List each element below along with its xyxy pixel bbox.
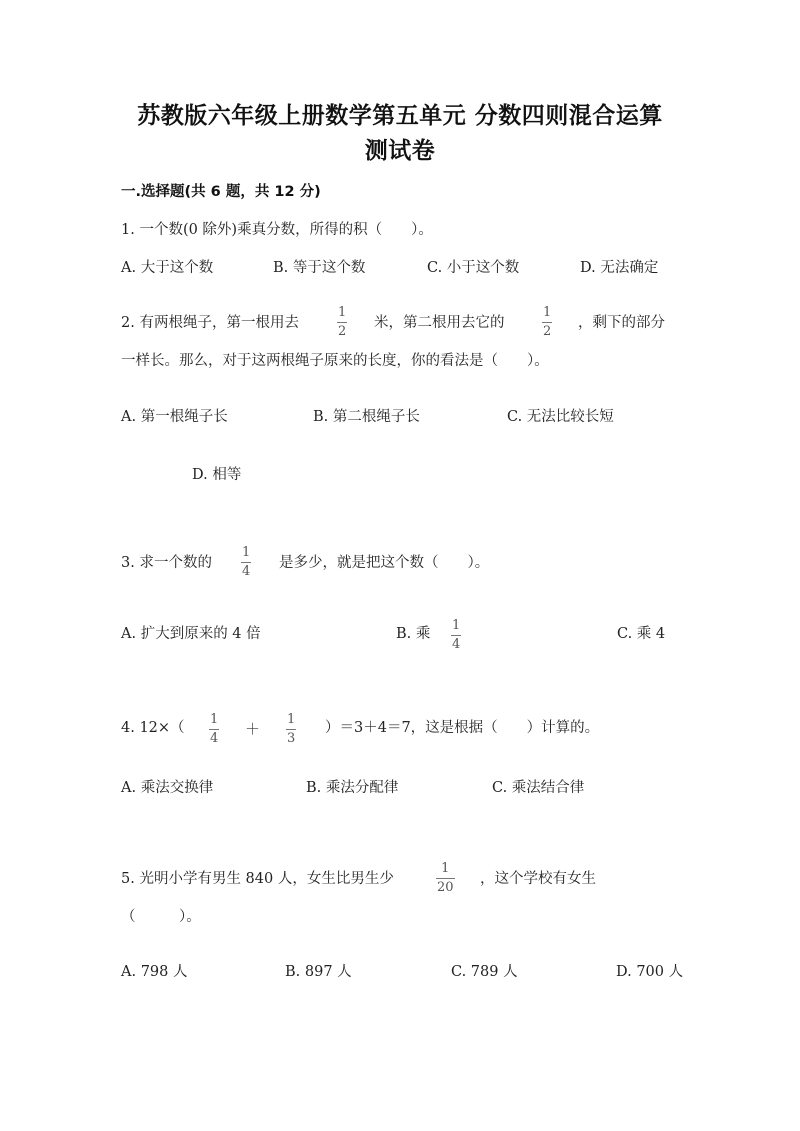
q2-option-a: A. 第一根绳子长 (121, 409, 228, 425)
q4-plus-sign: ＋ (245, 720, 261, 738)
question-4-part1: 4. 12×（ (121, 720, 185, 736)
q4-option-c: C. 乘法结合律 (492, 780, 585, 796)
q5-option-a: A. 798 人 (121, 964, 188, 980)
q1-option-b: B. 等于这个数 (273, 260, 366, 276)
question-2-part2: 米，第二根用去它的 (374, 315, 505, 331)
q3-option-c: C. 乘 4 (617, 626, 666, 642)
question-2-part3: ，剩下的部分 (578, 315, 665, 331)
question-1-text: 1. 一个数(0 除外)乘真分数，所得的积（ ）。 (121, 222, 433, 238)
question-5-line2: （ ）。 (121, 909, 201, 925)
q4-fraction-2: 1 3 (287, 712, 296, 746)
q3-fraction: 1 4 (242, 545, 251, 579)
q3-option-b-fraction: 1 4 (452, 618, 461, 652)
question-2-part1: 2. 有两根绳子，第一根用去 (121, 315, 299, 331)
q2-fraction-1: 1 2 (338, 305, 347, 339)
question-2-line2: 一样长。那么，对于这两根绳子原来的长度，你的看法是（ ）。 (121, 353, 549, 369)
q1-option-d: D. 无法确定 (580, 260, 659, 276)
question-5-part2: ，这个学校有女生 (480, 871, 596, 887)
q4-option-a: A. 乘法交换律 (121, 780, 214, 796)
q2-option-d: D. 相等 (192, 467, 242, 483)
section-heading: 一.选择题(共 6 题，共 12 分) (121, 184, 321, 200)
page-title: 苏教版六年级上册数学第五单元 分数四则混合运算 (137, 103, 663, 129)
question-3-part2: 是多少，就是把这个数（ ）。 (279, 555, 490, 571)
q3-option-b-label: B. 乘 (396, 626, 431, 642)
q1-option-a: A. 大于这个数 (121, 260, 214, 276)
question-5-part1: 5. 光明小学有男生 840 人，女生比男生少 (121, 871, 394, 887)
q1-option-c: C. 小于这个数 (427, 260, 520, 276)
q5-option-c: C. 789 人 (451, 964, 518, 980)
q5-option-d: D. 700 人 (616, 964, 684, 980)
q4-option-b: B. 乘法分配律 (306, 780, 399, 796)
question-4-part2: ）＝3＋4＝7，这是根据（ ）计算的。 (325, 720, 600, 736)
q3-option-a: A. 扩大到原来的 4 倍 (121, 626, 261, 642)
page-subtitle: 测试卷 (364, 138, 436, 164)
q5-option-b: B. 897 人 (285, 964, 352, 980)
q2-fraction-2: 1 2 (543, 305, 552, 339)
q2-option-c: C. 无法比较长短 (507, 409, 614, 425)
question-3-part1: 3. 求一个数的 (121, 555, 212, 571)
q2-option-b: B. 第二根绳子长 (313, 409, 420, 425)
q4-fraction-1: 1 4 (210, 712, 219, 746)
q5-fraction: 1 20 (437, 861, 454, 895)
